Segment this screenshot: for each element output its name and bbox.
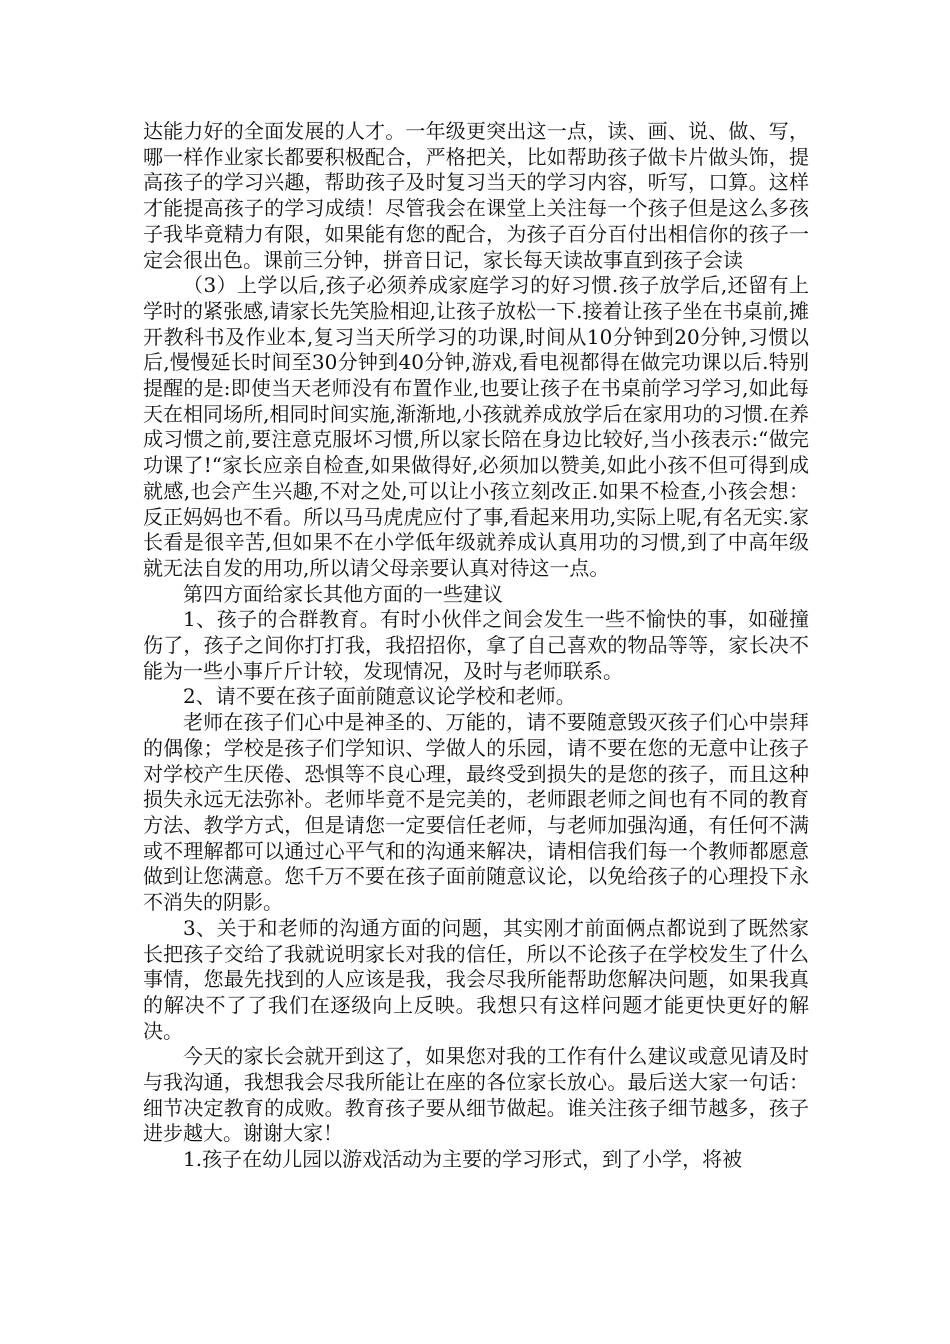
- paragraph-social-education: 1、孩子的合群教育。有时小伙伴之间会发生一些不愉快的事，如碰撞伤了，孩子之间你打打我，我招招你，拿了自己喜欢的物品等等，家长决不能为一些小事斤斤计较，发现情况，及时与老师联系。: [143, 607, 809, 683]
- paragraph-homework-cooperation: 达能力好的全面发展的人才。一年级更突出这一点，读、画、说、做、写，哪一样作业家长都要积极配合，严格把关，比如帮助孩子做卡片做头饰，提高孩子的学习兴趣，帮助孩子及时复习当天的学习内容，听写，口算。这样才能提高孩子的学习成绩！尽管我会在课堂上关注每一个孩子但是这么多孩子我毕竟精力有限，如果能有您的配合，为孩子百分百付出相信你的孩子一定会很出色。课前三分钟，拼音日记，家长每天读故事直到孩子会读: [143, 119, 809, 272]
- paragraph-respect-teachers: 老师在孩子们心中是神圣的、万能的，请不要随意毁灭孩子们心中崇拜的偶像；学校是孩子们学知识、学做人的乐园，请不要在您的无意中让孩子对学校产生厌倦、恐惧等不良心理，最终受到损失的是您的孩子，而且这种损失永远无法弥补。老师毕竟不是完美的，老师跟老师之间也有不同的教育方法、教学方式，但是请您一定要信任老师，与老师加强沟通，有任何不满或不理解都可以通过心平气和的沟通来解决，请相信我们每一个教师都愿意做到让您满意。您千万不要在孩子面前随意议论，以免给孩子的心理投下永不消失的阴影。: [143, 710, 809, 915]
- document-body: [143, 119, 809, 1173]
- paragraph-study-habits: （3）上学以后,孩子必须养成家庭学习的好习惯.孩子放学后,还留有上学时的紧张感,请家长先笑脸相迎,让孩子放松一下.接着让孩子坐在书桌前,摊开教科书及作业本,复习当天所学习的功课,时间从10分钟到20分钟,习惯以后,慢慢延长时间至30分钟到40分钟,游戏,看电视都得在做完功课以后.特别提醒的是:即使当天老师没有布置作业,也要让孩子在书桌前学习学习,如此每天在相同场所,相同时间实施,渐渐地,小孩就养成放学后在家用功的习惯.在养成习惯之前,要注意克服坏习惯,所以家长陪在身边比较好,当小孩表示:“做完功课了!“家长应亲自检查,如果做得好,必须加以赞美,如此小孩不但可得到成就感,也会产生兴趣,不对之处,可以让小孩立刻改正.如果不检查,小孩会想：反正妈妈也不看。所以马马虎虎应付了事,看起来用功,实际上呢,有名无实.家长看是很辛苦,但如果不在小学低年级就养成认真用功的习惯,到了中高年级就无法自发的用功,所以请父母亲要认真对待这一点。: [143, 273, 809, 580]
- section-heading-other-suggestions: 第四方面给家长其他方面的一些建议: [183, 581, 503, 606]
- paragraph-closing-remarks: 今天的家长会就开到这了，如果您对我的工作有什么建议或意见请及时与我沟通，我想我会尽我所能让在座的各位家长放心。最后送大家一句话：细节决定教育的成败。教育孩子要从细节做起。谁关注孩子细节越多，孩子进步越大。谢谢大家！: [143, 1044, 809, 1146]
- paragraph-teacher-communication: 3、关于和老师的沟通方面的问题，其实刚才前面俩点都说到了既然家长把孩子交给了我就说明家长对我的信任，所以不论孩子在学校发生了什么事情，您最先找到的人应该是我，我会尽我所能帮助您解决问题，如果我真的解决不了了我们在逐级向上反映。我想只有这样问题才能更快更好的解决。: [143, 915, 809, 1043]
- paragraph-kindergarten-transition: 1.孩子在幼儿园以游戏活动为主要的学习形式，到了小学，将被: [183, 1147, 743, 1172]
- paragraph-no-discussing-school: 2、请不要在孩子面前随意议论学校和老师。: [183, 684, 576, 709]
